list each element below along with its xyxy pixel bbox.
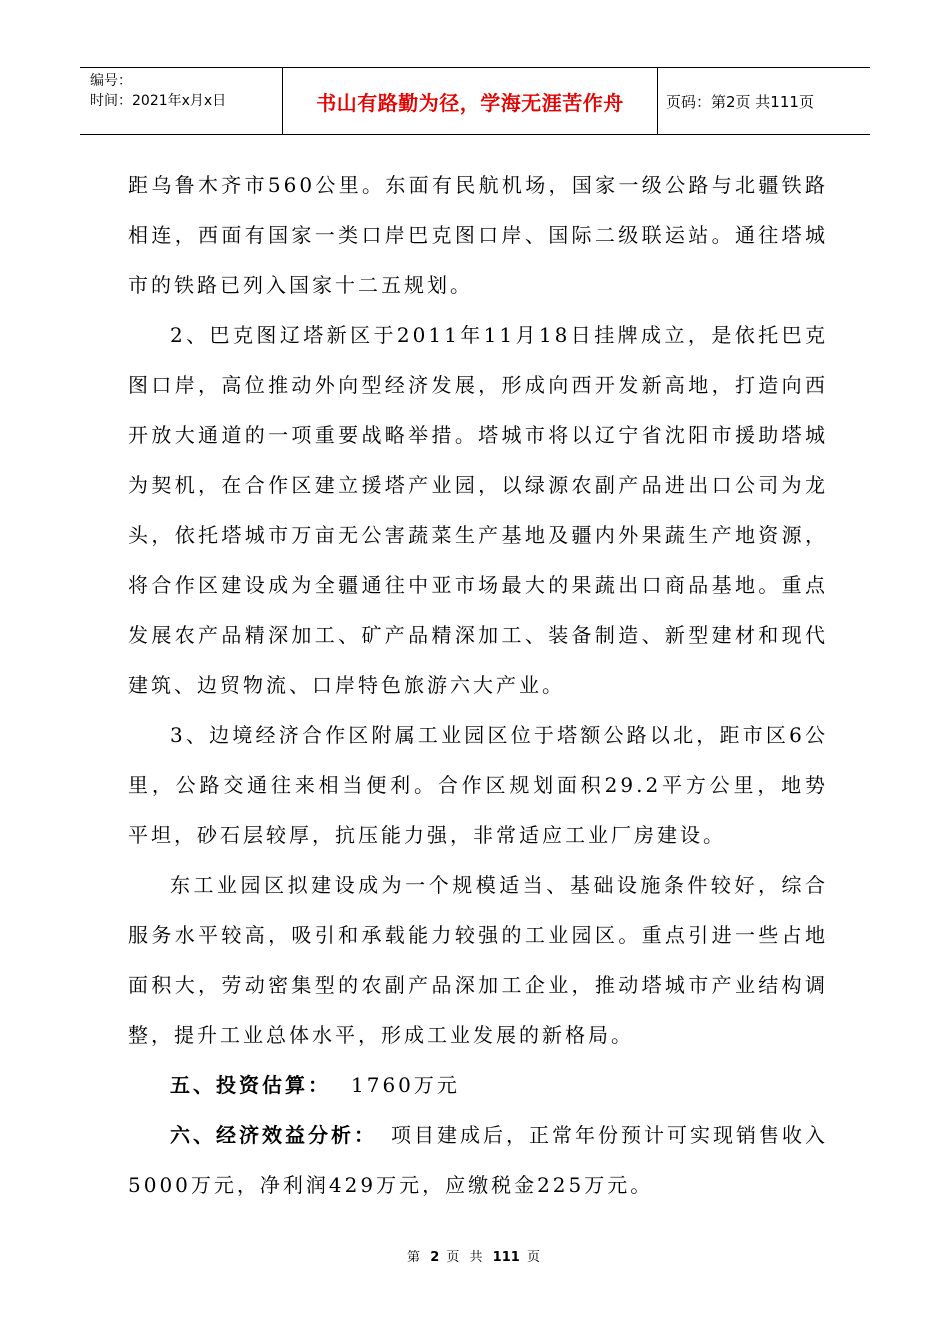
paragraph-industrial-park: 3、边境经济合作区附属工业园区位于塔额公路以北，距市区6公里，公路交通往来相当便利。合作区规划面积29.2平方公里，地势平坦，砂石层较厚，抗压能力强，非常适应工业厂房建设。 — [128, 723, 828, 847]
investment-heading: 五、投资估算： — [170, 1073, 331, 1097]
footer-middle: 页 共 — [446, 1250, 486, 1265]
page-header — [80, 67, 870, 135]
header-page-info: 页码：第2页 共111页 — [666, 92, 814, 111]
benefit-text: 项目建成后，正常年份预计可实现销售收入5000万元，净利润429万元，应缴税金225万元。 — [128, 1123, 828, 1197]
footer-suffix: 页 — [526, 1250, 543, 1265]
page-footer — [0, 1246, 950, 1265]
paragraph-location: 距乌鲁木齐市560公里。东面有民航机场，国家一级公路与北疆铁路相连，西面有国家一类口岸巴克图口岸、国际二级联运站。通往塔城市的铁路已列入国家十二五规划。 — [128, 173, 828, 297]
footer-page-number: 2 — [430, 1250, 440, 1265]
economic-benefit — [128, 1110, 828, 1210]
paragraph-east-industrial-park: 东工业园区拟建设成为一个规模适当、基础设施条件较好，综合服务水平较高，吸引和承载能力较强的工业园区。重点引进一些占地面积大，劳动密集型的农副产品深加工企业，推动塔城市产业结构调整，提升工业总体水平，形成工业发展的新格局。 — [128, 873, 828, 1047]
document-time-label: 时间：2021年x月x日 — [90, 93, 227, 109]
investment-value: 1760万元 — [351, 1073, 460, 1097]
paragraph-bakhtu-zone: 2、巴克图辽塔新区于2011年11月18日挂牌成立，是依托巴克图口岸，高位推动外向型经济发展，形成向西开发新高地，打造向西开放大通道的一项重要战略举措。塔城市将以辽宁省沈阳市援助塔城为契机，在合作区建立援塔产业园，以绿源农副产品进出口公司为龙头，依托塔城市万亩无公害蔬菜生产基地及疆内外果蔬生产地资源，将合作区建设成为全疆通往中亚市场最大的果蔬出口商品基地。重点发展农产品精深加工、矿产品精深加工、装备制造、新型建材和现代建筑、边贸物流、口岸特色旅游六大产业。 — [128, 323, 828, 697]
footer-total-pages: 111 — [492, 1250, 520, 1265]
benefit-heading: 六、经济效益分析： — [170, 1123, 377, 1147]
header-meta — [80, 68, 283, 134]
investment-estimate — [128, 1060, 828, 1110]
document-body — [128, 160, 828, 1210]
document-number-label: 编号： — [90, 73, 132, 89]
footer-prefix: 第 — [407, 1250, 424, 1265]
header-motto: 书山有路勤为径，学海无涯苦作舟 — [283, 68, 658, 134]
